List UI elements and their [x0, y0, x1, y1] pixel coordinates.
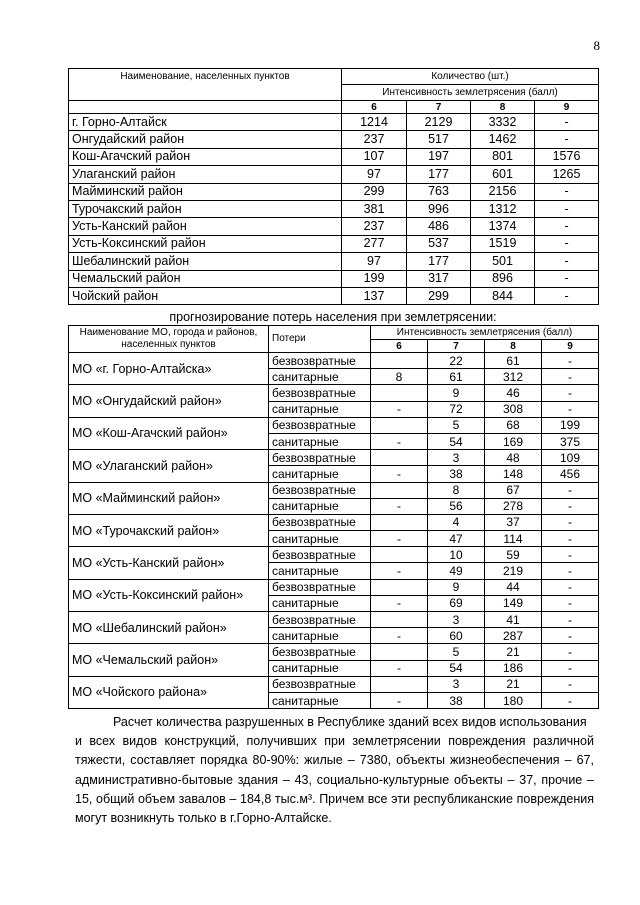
loss-type: санитарные — [269, 531, 371, 547]
table-row — [69, 676, 599, 692]
loss-value: 199 — [542, 417, 599, 433]
loss-type: санитарные — [269, 498, 371, 514]
settlement-name: Майминский район — [69, 183, 342, 200]
loss-value: 67 — [485, 482, 542, 498]
paragraph-line: административно-бытовые здания – 43, социально-культурные объекты – 37, прочие – — [75, 772, 594, 787]
loss-value: - — [542, 692, 599, 708]
t1-header-name: Наименование, населенных пунктов — [69, 69, 342, 101]
table-row — [69, 166, 599, 183]
table-row — [69, 183, 599, 200]
quantity-value: 1519 — [471, 235, 535, 252]
quantity-value: 381 — [342, 200, 407, 217]
quantity-value: 299 — [342, 183, 407, 200]
loss-value: 180 — [485, 692, 542, 708]
table-row — [69, 514, 599, 530]
table-row — [69, 114, 599, 131]
loss-value: - — [371, 595, 428, 611]
loss-value: 61 — [428, 369, 485, 385]
table-row — [69, 385, 599, 401]
loss-value — [371, 514, 428, 530]
settlement-name: Кош-Агачский район — [69, 148, 342, 165]
t1-header-blank — [69, 101, 342, 114]
settlement-name: Усть-Коксинский район — [69, 235, 342, 252]
loss-value: - — [371, 401, 428, 417]
loss-value: 148 — [485, 466, 542, 482]
loss-value: 8 — [428, 482, 485, 498]
t1-level: 8 — [471, 101, 535, 114]
loss-value: - — [371, 660, 428, 676]
loss-value: 48 — [485, 450, 542, 466]
loss-value: 312 — [485, 369, 542, 385]
loss-value: 5 — [428, 417, 485, 433]
loss-value: 38 — [428, 466, 485, 482]
t1-header-intensity: Интенсивность землетрясения (балл) — [342, 85, 599, 101]
quantity-value: - — [535, 235, 599, 252]
table-row — [69, 270, 599, 287]
paragraph-line: 15, общий объем завалов – 184,8 тыс.м³. Причем все эти республиканские повреждения — [75, 791, 594, 806]
loss-value: - — [542, 676, 599, 692]
loss-value: 186 — [485, 660, 542, 676]
loss-type: безвозвратные — [269, 547, 371, 563]
quantity-value: 3332 — [471, 114, 535, 131]
loss-type: безвозвратные — [269, 676, 371, 692]
quantity-value: 1462 — [471, 131, 535, 148]
loss-value: - — [542, 498, 599, 514]
quantity-value: 107 — [342, 148, 407, 165]
loss-value — [371, 547, 428, 563]
loss-value: 109 — [542, 450, 599, 466]
table-row — [69, 644, 599, 660]
loss-value: 38 — [428, 692, 485, 708]
table2-caption: прогнозирование потерь населения при землетрясении: — [169, 310, 497, 324]
quantity-value: 237 — [342, 218, 407, 235]
loss-value: - — [542, 482, 599, 498]
loss-value: 3 — [428, 612, 485, 628]
municipality-name: МО «Усть-Коксинский район» — [69, 579, 269, 611]
loss-type: безвозвратные — [269, 450, 371, 466]
loss-type: санитарные — [269, 692, 371, 708]
table-row — [69, 547, 599, 563]
loss-value: 114 — [485, 531, 542, 547]
loss-value: 287 — [485, 628, 542, 644]
t2-header-name-line1: Наименование МО, города и районов, — [79, 327, 258, 338]
loss-value: 59 — [485, 547, 542, 563]
t1-level: 9 — [535, 101, 599, 114]
loss-value: 72 — [428, 401, 485, 417]
municipality-name: МО «Кош-Агачский район» — [69, 417, 269, 449]
quantity-value: 97 — [342, 253, 407, 270]
loss-value — [371, 482, 428, 498]
loss-value: - — [542, 531, 599, 547]
loss-type: санитарные — [269, 433, 371, 449]
loss-type: безвозвратные — [269, 385, 371, 401]
loss-type: санитарные — [269, 466, 371, 482]
settlement-name: Турочакский район — [69, 200, 342, 217]
quantity-value: - — [535, 287, 599, 304]
t2-header-intensity: Интенсивность землетрясения (балл) — [371, 326, 599, 340]
quantity-value: 501 — [471, 253, 535, 270]
loss-value: 149 — [485, 595, 542, 611]
municipality-name: МО «Улаганский район» — [69, 450, 269, 482]
loss-value: 21 — [485, 644, 542, 660]
loss-value: - — [542, 579, 599, 595]
quantity-value: - — [535, 114, 599, 131]
settlement-name: Онгудайский район — [69, 131, 342, 148]
loss-value: 47 — [428, 531, 485, 547]
t1-level: 6 — [342, 101, 407, 114]
loss-value: 54 — [428, 660, 485, 676]
t2-header-name — [69, 326, 269, 353]
quantity-value: 2156 — [471, 183, 535, 200]
quantity-value: 801 — [471, 148, 535, 165]
table-row — [69, 287, 599, 304]
loss-value: - — [542, 628, 599, 644]
settlement-name: г. Горно-Алтайск — [69, 114, 342, 131]
quantity-value: 1576 — [535, 148, 599, 165]
loss-value: 61 — [485, 353, 542, 369]
quantity-value: 486 — [407, 218, 471, 235]
loss-value: - — [542, 612, 599, 628]
loss-value: - — [542, 514, 599, 530]
loss-value: 456 — [542, 466, 599, 482]
loss-value: - — [542, 644, 599, 660]
loss-value: 9 — [428, 579, 485, 595]
loss-value: 46 — [485, 385, 542, 401]
loss-value: 219 — [485, 563, 542, 579]
t1-header-quantity: Количество (шт.) — [342, 69, 599, 85]
loss-value — [371, 417, 428, 433]
quantity-value: 317 — [407, 270, 471, 287]
quantity-value: - — [535, 183, 599, 200]
settlement-name: Чемальский район — [69, 270, 342, 287]
loss-type: санитарные — [269, 628, 371, 644]
table-row — [69, 579, 599, 595]
quantity-value: 1312 — [471, 200, 535, 217]
loss-value: - — [371, 466, 428, 482]
table-row — [69, 612, 599, 628]
loss-value: 5 — [428, 644, 485, 660]
loss-type: санитарные — [269, 563, 371, 579]
t2-level: 9 — [542, 340, 599, 353]
loss-value: 4 — [428, 514, 485, 530]
quantity-value: 199 — [342, 270, 407, 287]
table-row — [69, 482, 599, 498]
page-number: 8 — [593, 38, 600, 53]
loss-type: безвозвратные — [269, 514, 371, 530]
loss-type: безвозвратные — [269, 579, 371, 595]
paragraph-line: могут возникнуть только в г.Горно-Алтайске. — [75, 811, 332, 826]
paragraph-line: Расчет количества разрушенных в Республике зданий всех видов использования — [113, 715, 587, 729]
loss-value: - — [542, 401, 599, 417]
buildings-table — [68, 68, 599, 305]
quantity-value: 197 — [407, 148, 471, 165]
loss-type: санитарные — [269, 660, 371, 676]
loss-value: - — [542, 547, 599, 563]
table-row — [69, 131, 599, 148]
quantity-value: - — [535, 270, 599, 287]
settlement-name: Усть-Канский район — [69, 218, 342, 235]
t2-level: 8 — [485, 340, 542, 353]
loss-value: - — [542, 595, 599, 611]
quantity-value: - — [535, 200, 599, 217]
table-row — [69, 450, 599, 466]
quantity-value: - — [535, 218, 599, 235]
municipality-name: МО «г. Горно-Алтайска» — [69, 353, 269, 385]
table-row — [69, 200, 599, 217]
settlement-name: Улаганский район — [69, 166, 342, 183]
loss-value: - — [371, 628, 428, 644]
municipality-name: МО «Усть-Канский район» — [69, 547, 269, 579]
loss-value: 37 — [485, 514, 542, 530]
loss-value: 54 — [428, 433, 485, 449]
settlement-name: Чойский район — [69, 287, 342, 304]
loss-value: 22 — [428, 353, 485, 369]
quantity-value: 177 — [407, 166, 471, 183]
loss-type: безвозвратные — [269, 612, 371, 628]
t1-level: 7 — [407, 101, 471, 114]
quantity-value: - — [535, 253, 599, 270]
quantity-value: 277 — [342, 235, 407, 252]
table-row — [69, 235, 599, 252]
loss-value: 41 — [485, 612, 542, 628]
loss-value: - — [542, 369, 599, 385]
table-row — [69, 218, 599, 235]
quantity-value: 844 — [471, 287, 535, 304]
loss-value: 56 — [428, 498, 485, 514]
loss-type: санитарные — [269, 369, 371, 385]
quantity-value: 1214 — [342, 114, 407, 131]
loss-type: безвозвратные — [269, 353, 371, 369]
loss-value: 375 — [542, 433, 599, 449]
quantity-value: 601 — [471, 166, 535, 183]
quantity-value: 537 — [407, 235, 471, 252]
loss-type: безвозвратные — [269, 482, 371, 498]
loss-value: 21 — [485, 676, 542, 692]
loss-value: 3 — [428, 676, 485, 692]
loss-value: - — [371, 498, 428, 514]
loss-value: 278 — [485, 498, 542, 514]
loss-value — [371, 612, 428, 628]
loss-value: 10 — [428, 547, 485, 563]
loss-value: 44 — [485, 579, 542, 595]
quantity-value: 299 — [407, 287, 471, 304]
quantity-value: 1265 — [535, 166, 599, 183]
loss-value: - — [371, 433, 428, 449]
table-row — [69, 253, 599, 270]
loss-value — [371, 579, 428, 595]
municipality-name: МО «Онгудайский район» — [69, 385, 269, 417]
loss-value: 69 — [428, 595, 485, 611]
municipality-name: МО «Майминский район» — [69, 482, 269, 514]
loss-value — [371, 450, 428, 466]
loss-type: санитарные — [269, 595, 371, 611]
loss-value: - — [542, 385, 599, 401]
loss-value: - — [371, 692, 428, 708]
loss-value: - — [542, 660, 599, 676]
loss-type: безвозвратные — [269, 417, 371, 433]
t2-header-name-line2: населенных пунктов — [121, 339, 216, 350]
quantity-value: 137 — [342, 287, 407, 304]
loss-value: 169 — [485, 433, 542, 449]
loss-value — [371, 353, 428, 369]
loss-value: - — [371, 563, 428, 579]
quantity-value: 177 — [407, 253, 471, 270]
quantity-value: 237 — [342, 131, 407, 148]
loss-value: 8 — [371, 369, 428, 385]
quantity-value: 1374 — [471, 218, 535, 235]
table-row — [69, 148, 599, 165]
loss-value: 308 — [485, 401, 542, 417]
quantity-value: 763 — [407, 183, 471, 200]
loss-value — [371, 676, 428, 692]
t2-header-losses: Потери — [269, 326, 371, 353]
quantity-value: 97 — [342, 166, 407, 183]
loss-value: 49 — [428, 563, 485, 579]
loss-value: - — [542, 563, 599, 579]
loss-value — [371, 385, 428, 401]
loss-value: - — [542, 353, 599, 369]
loss-value: 60 — [428, 628, 485, 644]
quantity-value: 2129 — [407, 114, 471, 131]
quantity-value: 996 — [407, 200, 471, 217]
loss-value: 68 — [485, 417, 542, 433]
paragraph-line: тяжести, составляет порядка 80-90%: жилые – 7380, объекты жизнеобеспечения – 67, — [75, 753, 594, 768]
quantity-value: 896 — [471, 270, 535, 287]
loss-value — [371, 644, 428, 660]
loss-type: безвозвратные — [269, 644, 371, 660]
losses-table — [68, 325, 599, 709]
municipality-name: МО «Турочакский район» — [69, 514, 269, 546]
summary-paragraph — [75, 713, 594, 828]
loss-value: 9 — [428, 385, 485, 401]
paragraph-line: и всех видов конструкций, получивших при землетрясении повреждения различной — [75, 734, 594, 749]
table-row — [69, 417, 599, 433]
loss-value: 3 — [428, 450, 485, 466]
quantity-value: - — [535, 131, 599, 148]
loss-value: - — [371, 531, 428, 547]
loss-type: санитарные — [269, 401, 371, 417]
municipality-name: МО «Чемальский район» — [69, 644, 269, 676]
municipality-name: МО «Чойского района» — [69, 676, 269, 708]
table-row — [69, 353, 599, 369]
settlement-name: Шебалинский район — [69, 253, 342, 270]
quantity-value: 517 — [407, 131, 471, 148]
t2-level: 6 — [371, 340, 428, 353]
municipality-name: МО «Шебалинский район» — [69, 612, 269, 644]
t2-level: 7 — [428, 340, 485, 353]
